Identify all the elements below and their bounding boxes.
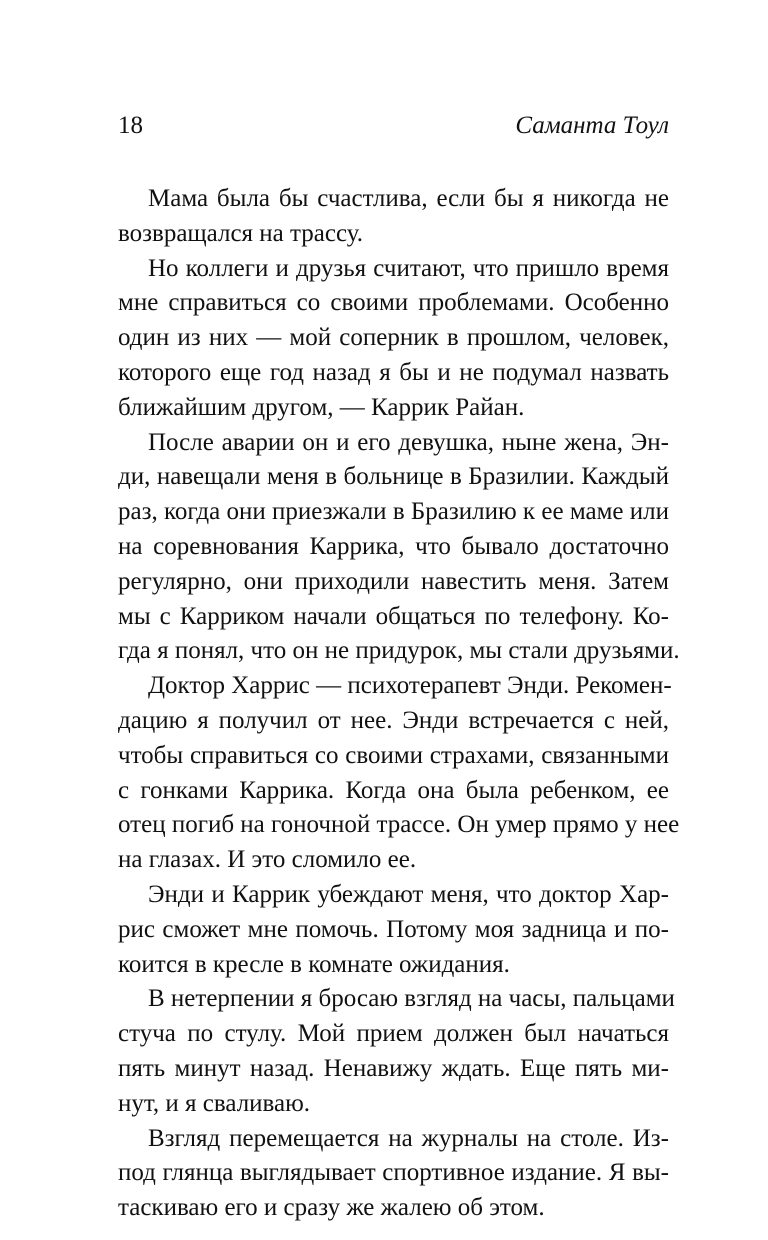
text-line: мы с Карриком начали общаться по телефону. Ко- (118, 602, 669, 630)
text-line: с гонками Каррика. Когда она была ребенком, ее (118, 776, 669, 804)
text-line: один из них — мой соперник в прошлом, человек, (118, 324, 669, 352)
text-line: возвращался на трассу. (118, 219, 363, 247)
paragraph (118, 252, 669, 426)
paragraph (118, 1122, 669, 1226)
text-line: отец погиб на гоночной трассе. Он умер прямо у нее (118, 811, 680, 839)
text-line: ди, навещали меня в больнице в Бразилии. Каждый (118, 463, 669, 491)
page-header (118, 112, 669, 146)
running-title: Саманта Тоул (515, 112, 669, 139)
text-line: на глазах. И это сломило ее. (118, 846, 417, 874)
text-line: В нетерпении я бросаю взгляд на часы, пальцами (148, 985, 675, 1013)
paragraph (118, 982, 675, 1121)
text-line: Но коллеги и друзья считают, что пришло время (148, 254, 669, 282)
text-line: дацию я получил от нее. Энди встречается с ней, (118, 706, 669, 734)
text-line: гда я понял, что он не придурок, мы стали друзьями. (118, 637, 680, 665)
text-line: регулярно, они приходили навестить меня. Затем (118, 567, 669, 595)
text-line: которого еще год назад я бы и не подумал назвать (118, 358, 669, 386)
text-line: рис сможет мне помочь. Потому моя задница и по- (118, 915, 669, 943)
text-line: на соревнования Каррика, что бывало достаточно (118, 532, 669, 560)
paragraph (118, 878, 669, 982)
body-text (118, 182, 680, 1226)
text-line: Энди и Каррик убеждают меня, что доктор Хар- (148, 880, 669, 908)
text-line: Мама была бы счастлива, если бы я никогда не (148, 185, 669, 212)
text-line: раз, когда они приезжали в Бразилию к ее маме или (118, 498, 669, 526)
text-line: таскиваю его и сразу же жалею об этом. (118, 1194, 545, 1222)
paragraph (118, 669, 680, 878)
text-line: под глянца выглядывает спортивное издание. Я вы- (118, 1159, 669, 1187)
text-line: стуча по стулу. Мой прием должен был начаться (118, 1020, 669, 1048)
text-line: нут, и я сваливаю. (118, 1089, 311, 1117)
text-line: После аварии он и его девушка, ныне жена, Эн- (148, 428, 669, 456)
paragraph (118, 426, 680, 670)
text-line: Взгляд перемещается на журналы на столе. Из- (148, 1124, 669, 1152)
page-number: 18 (118, 112, 143, 139)
text-line: коится в кресле в комнате ожидания. (118, 950, 510, 978)
text-line: чтобы справиться со своими страхами, связанными (118, 741, 669, 769)
text-line: мне справиться со своими проблемами. Особенно (118, 289, 669, 317)
paragraph (118, 182, 669, 252)
text-line: ближайшим другом, — Каррик Райан. (118, 393, 525, 421)
text-line: Доктор Харрис — психотерапевт Энди. Рекомен- (148, 672, 672, 700)
text-line: пять минут назад. Ненавижу ждать. Еще пять ми- (118, 1054, 669, 1082)
